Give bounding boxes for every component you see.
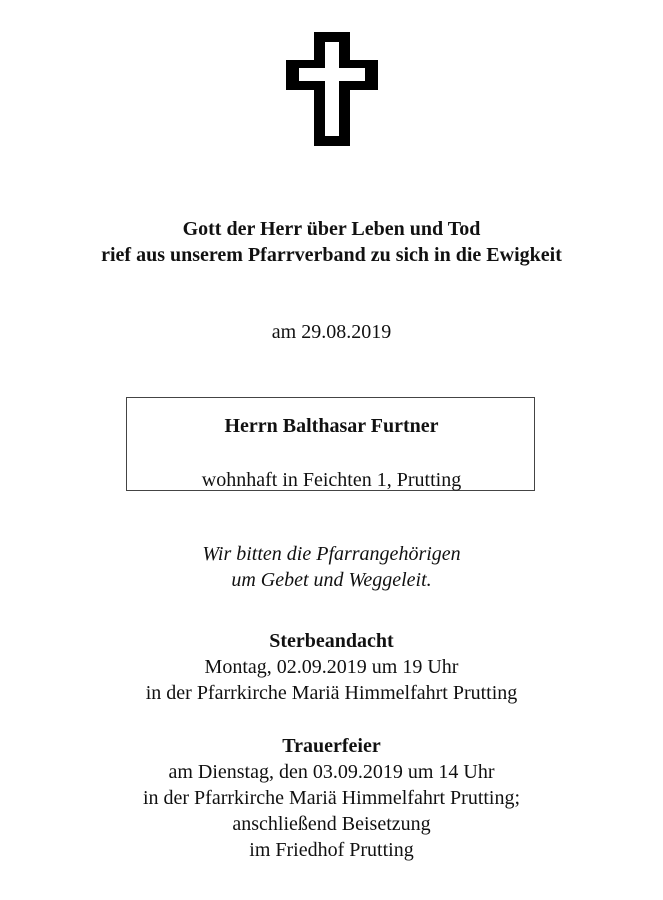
sterbeandacht-time: Montag, 02.09.2019 um 19 Uhr: [204, 656, 459, 678]
sterbeandacht-place: in der Pfarrkirche Mariä Himmelfahrt Prutting: [145, 682, 518, 704]
latin-cross-icon: [286, 32, 378, 146]
sterbeandacht-heading: Sterbeandacht: [269, 630, 394, 652]
intro-line-2: rief aus unserem Pfarrverband zu sich in die Ewigkeit: [101, 244, 562, 266]
trauerfeier-time: am Dienstag, den 03.09.2019 um 14 Uhr: [168, 761, 495, 783]
request-line-2: um Gebet und Weggeleit.: [231, 569, 432, 591]
trauerfeier-place: in der Pfarrkirche Mariä Himmelfahrt Prutting;: [142, 787, 521, 809]
death-date: am 29.08.2019: [271, 321, 392, 343]
trauerfeier-heading: Trauerfeier: [282, 735, 381, 757]
trauerfeier-burial: anschließend Beisetzung: [232, 813, 431, 835]
intro-line-1: Gott der Herr über Leben und Tod: [182, 218, 481, 240]
deceased-residence: wohnhaft in Feichten 1, Prutting: [201, 469, 462, 491]
trauerfeier-cemetery: im Friedhof Prutting: [249, 839, 414, 861]
deceased-name: Herrn Balthasar Furtner: [224, 415, 439, 437]
request-line-1: Wir bitten die Pfarrangehörigen: [202, 543, 461, 565]
